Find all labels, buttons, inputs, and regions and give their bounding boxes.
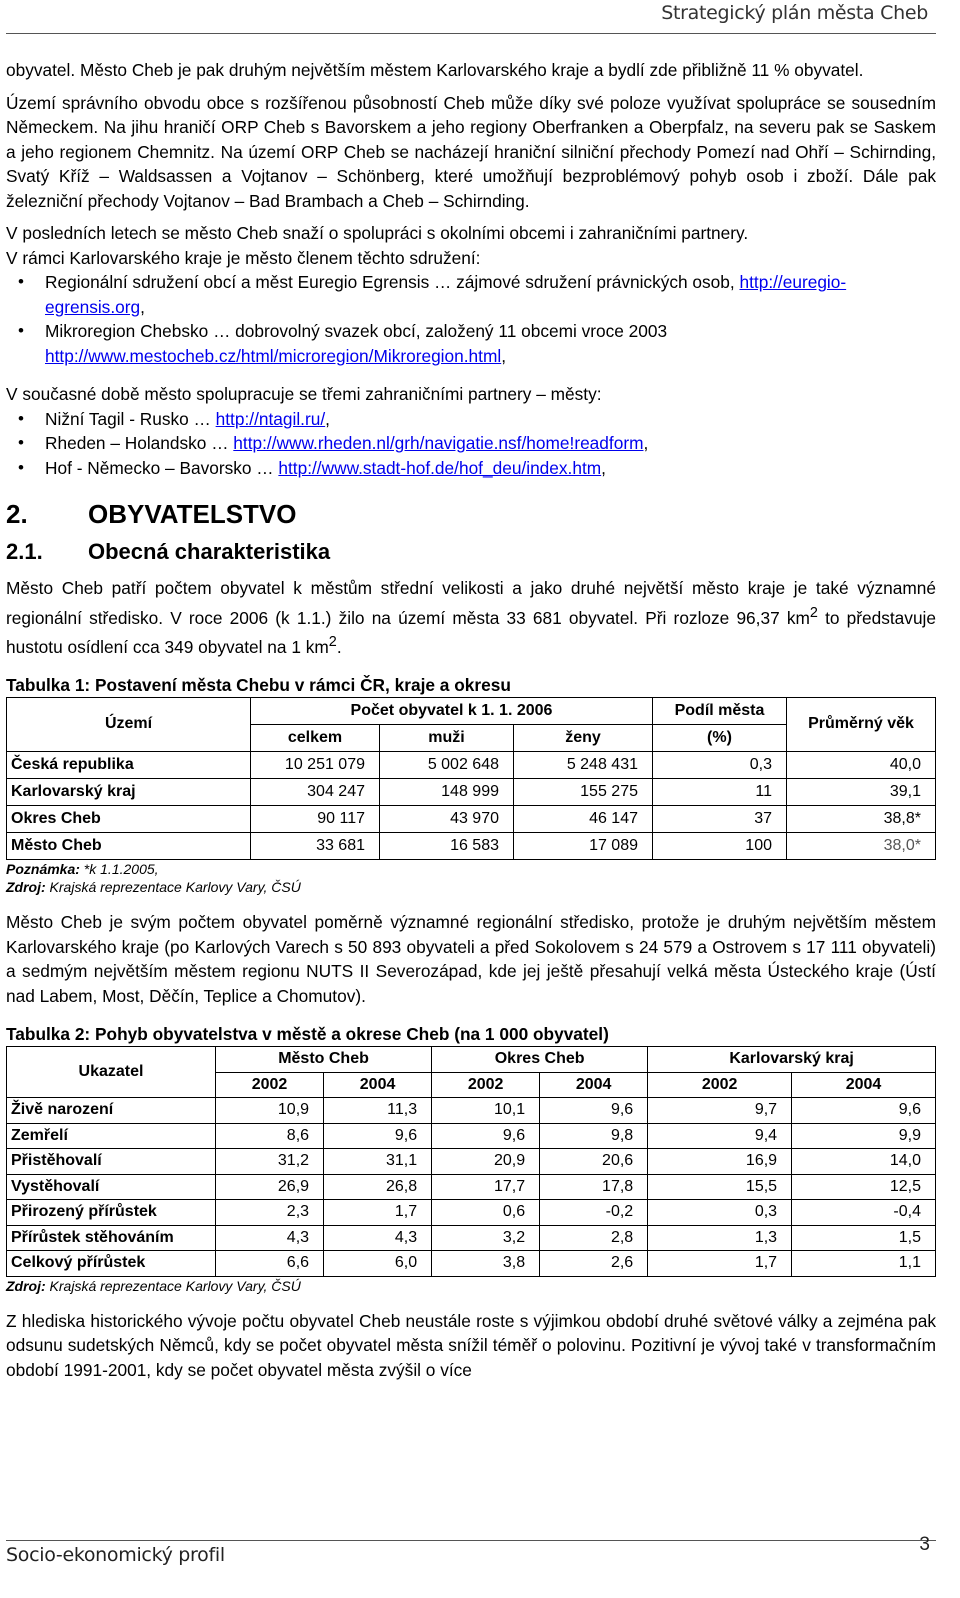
partner-link[interactable]: http://www.rheden.nl/grh/navigatie.nsf/home!readform [233, 433, 644, 453]
associations-list [6, 270, 936, 368]
paragraph: V rámci Karlovarského kraje je město členem těchto sdružení: [6, 247, 481, 268]
table-row: Okres Cheb 90 117 43 970 46 147 37 38,8* [7, 806, 936, 833]
population-movement-table: Ukazatel Město Cheb Okres Cheb Karlovarský kraj 2002 2004 2002 2004 2002 2004 Živě narození 10,9 11,3 10,1 9,6 9,7 9,6 Zemřelí 8,6 9,6 9,6 9,8 9,4 9,9 Přistěhovalí 31,2 31,1 20,9 20,6 16,9 14,0 Vystěhovalí 26,9 26,8 17,7 17,8 15,5 12,5 Přirozený přírůstek 2,3 1,7 0,6 -0,2 0,3 -0,4 Přírůstek stěhováním 4,3 4,3 3,2 2,8 1,3 1,5 Celkový přírůstek 6,6 6,0 3,8 2,6 1,7 1,1 [6, 1046, 936, 1277]
column-header: Podíl města [653, 698, 787, 725]
document-page [6, 0, 936, 1598]
table-row: Celkový přírůstek 6,6 6,0 3,8 2,6 1,7 1,1 [7, 1251, 936, 1277]
table-row: Česká republika 10 251 079 5 002 648 5 248 431 0,3 40,0 [7, 752, 936, 779]
column-header: Město Cheb [216, 1047, 432, 1073]
table-source: Zdroj: Krajská reprezentace Karlovy Vary, ČSÚ [6, 1277, 301, 1294]
partner-link[interactable]: http://www.stadt-hof.de/hof_deu/index.htm [278, 457, 602, 478]
section-heading: 2. OBYVATELSTVO [6, 499, 297, 529]
paragraph: Z hlediska historického vývoje počtu obyvatel Cheb neustále roste s výjimkou období druhé světové války a zejména pak odsunu sudetských Němců, kdy se počet obyvatel města snížil téměř o polovinu. Pozitivní je vývoj také v transformačním období 1991-2001, kdy se počet obyvatel města zvýšil o více [6, 1310, 936, 1380]
column-header: celkem [251, 725, 380, 752]
column-header: Počet obyvatel k 1. 1. 2006 [251, 698, 653, 725]
page-number: 3 [919, 1534, 930, 1555]
table-row: Přirozený přírůstek 2,3 1,7 0,6 -0,2 0,3 -0,4 [7, 1200, 936, 1226]
page-footer: Socio-ekonomický profil [6, 1544, 225, 1566]
table-row: Zemřelí 8,6 9,6 9,6 9,8 9,4 9,9 [7, 1123, 936, 1149]
footer-divider [6, 1540, 936, 1541]
column-header: Karlovarský kraj [648, 1047, 936, 1073]
list-item-text: Mikroregion Chebsko … dobrovolný svazek obcí, založený 11 obcemi vroce 2003 [45, 321, 668, 341]
paragraph: obyvatel. Město Cheb je pak druhým největším městem Karlovarského kraje a bydlí zde přibližně 11 % obyvatel. [6, 60, 864, 80]
column-header: Okres Cheb [432, 1047, 648, 1073]
table-row: Přírůstek stěhováním 4,3 4,3 3,2 2,8 1,3 1,5 [7, 1225, 936, 1251]
header-divider [6, 33, 936, 34]
table-row: Vystěhovalí 26,9 26,8 17,7 17,8 15,5 12,5 [7, 1174, 936, 1200]
page-header: Strategický plán města Cheb [661, 2, 928, 24]
population-table [6, 697, 936, 860]
paragraph: V současné době město spolupracuje se třemi zahraničními partnery – městy: [6, 384, 602, 404]
list-item: • Nižní Tagil - Rusko … http://ntagil.ru/, [6, 407, 936, 432]
paragraph: Území správního obvodu obce s rozšířenou působností Cheb může díky své poloze využívat spolupráce se sousedním Německem. Na jihu hraničí ORP Cheb s Bavorskem a jeho regiony Oberfranken a Oberpfalz, na severu pak se Saskem a jeho regionem Chemnitz. Na území ORP Cheb se nacházejí hraniční silniční přechody Pomezí nad Ohří – Schirnding, Svatý Kříž – Waldsassen a Vojtanov – Schönberg, které umožňují bezproblémový pohyb osob i zboží. Dále pak železniční přechody Vojtanov – Bad Brambach a Cheb – Schirnding. [6, 92, 936, 211]
table-caption: Tabulka 1: Postavení města Chebu v rámci ČR, kraje a okresu [6, 675, 511, 696]
list-item: • Rheden – Holandsko … http://www.rheden.nl/grh/navigatie.nsf/home!readform, [6, 431, 936, 456]
association-link[interactable]: http://euregio-egrensis.org [45, 272, 847, 317]
column-header: (%) [653, 725, 787, 752]
page-content [6, 58, 936, 1382]
table-source: Zdroj: Krajská reprezentace Karlovy Vary, ČSÚ [6, 879, 301, 896]
partner-link[interactable]: http://ntagil.ru/ [215, 408, 326, 429]
association-link[interactable]: http://www.mestocheb.cz/html/microregion/Mikroregion.html [45, 345, 502, 366]
column-header: Průměrný věk [787, 698, 936, 752]
column-header: Ukazatel [7, 1047, 216, 1098]
paragraph: V posledních letech se město Cheb snaží o spolupráci s okolními obcemi i zahraničními partnery. [6, 223, 749, 243]
list-item: • Regionální sdružení obcí a měst Euregio Egrensis … zájmové sdružení právnických osob, http://euregio-egrensis.org, [6, 270, 936, 319]
list-item-text: Regionální sdružení obcí a měst Euregio Egrensis … zájmové sdružení právnických osob, [45, 272, 735, 292]
table-row: Přistěhovalí 31,2 31,1 20,9 20,6 16,9 14,0 [7, 1149, 936, 1175]
partners-list [6, 407, 936, 481]
table-row: Město Cheb 33 681 16 583 17 089 100 38,0* [7, 833, 936, 860]
table-note: Poznámka: *k 1.1.2005, [6, 861, 159, 878]
table-caption: Tabulka 2: Pohyb obyvatelstva v městě a okrese Cheb (na 1 000 obyvatel) [6, 1024, 609, 1045]
column-header: Území [7, 698, 251, 752]
paragraph: Město Cheb je svým počtem obyvatel poměrně významné regionální středisko, protože je druhým největším městem Karlovarského kraje (po Karlových Varech s 50 893 obyvateli a před Sokolovem s 24 579 a Ostrovem s 17 111 obyvateli) a sedmým největším městem regionu NUTS II Severozápad, kde jej ještě přesahují velká města Ústeckého kraje (Ústí nad Labem, Most, Děčín, Teplice a Chomutov). [6, 912, 936, 1006]
subsection-heading: 2.1. Obecná charakteristika [6, 539, 331, 564]
list-item: • Hof - Německo – Bavorsko … http://www.stadt-hof.de/hof_deu/index.htm, [6, 456, 936, 481]
table-row: Živě narození 10,9 11,3 10,1 9,6 9,7 9,6 [7, 1098, 936, 1124]
table-row: Karlovarský kraj 304 247 148 999 155 275 11 39,1 [7, 779, 936, 806]
column-header: ženy [514, 725, 653, 752]
list-item: • Mikroregion Chebsko … dobrovolný svazek obcí, založený 11 obcemi vroce 2003 http://www.mestocheb.cz/html/microregion/Mikroregion.html, [6, 319, 936, 368]
column-header: muži [380, 725, 514, 752]
paragraph: Město Cheb patří počtem obyvatel k městům střední velikosti a jako druhé největší město kraje je také významné regionální středisko. V roce 2006 (k 1.1.) žilo na území města 33 681 obyvatel. Při rozloze 96,37 $km^2$ to představuje hustotu osídlení cca 349 obyvatel na 1 $km^2$. [6, 578, 936, 657]
